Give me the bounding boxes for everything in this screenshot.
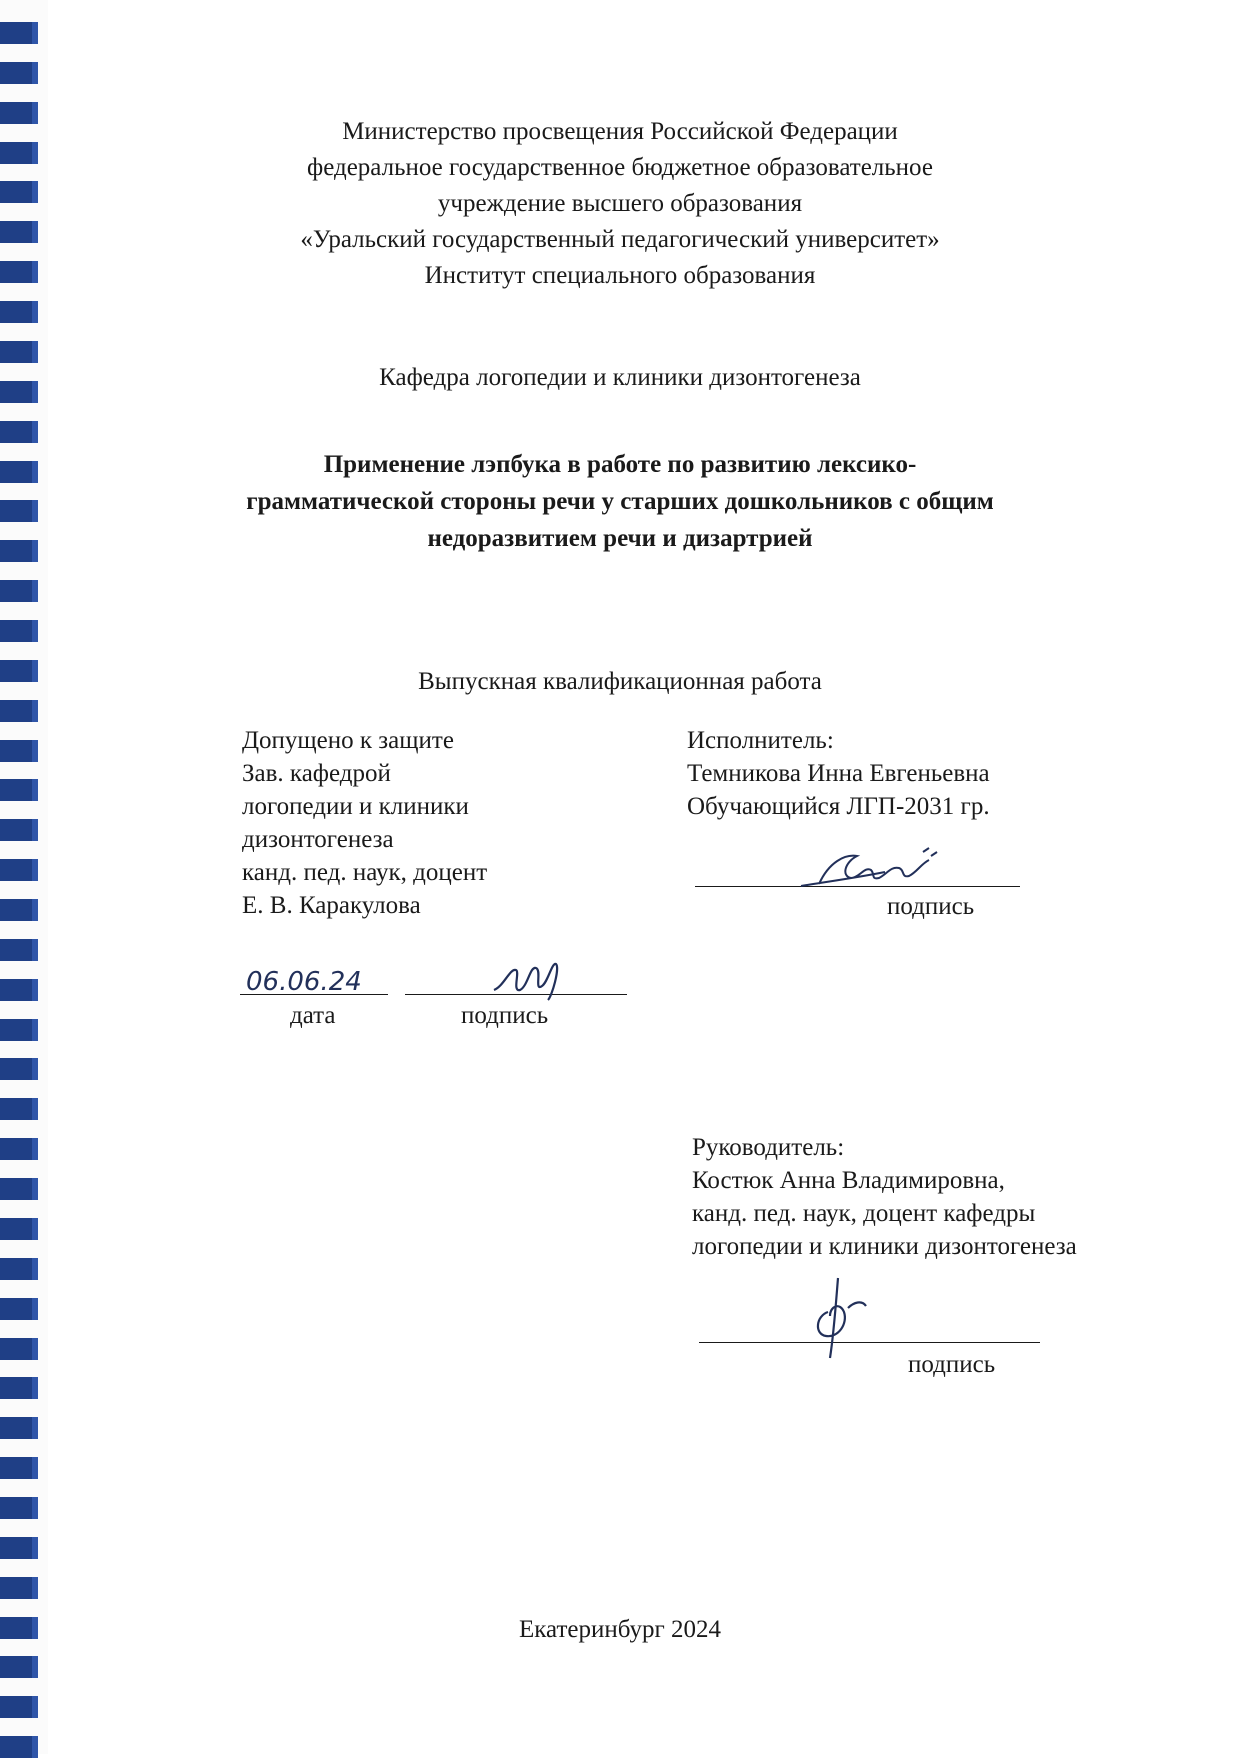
supervisor-signature xyxy=(808,1272,878,1362)
thesis-title xyxy=(0,446,1240,557)
approval-line: дизонтогенеза xyxy=(242,826,394,853)
university-name-line: «Уральский государственный педагогический университет» xyxy=(300,226,940,253)
executor-signature xyxy=(795,842,945,898)
binding-ring xyxy=(0,580,38,602)
approval-line: Е. В. Каракулова xyxy=(242,892,421,919)
binding-ring xyxy=(0,859,38,881)
binding-ring xyxy=(0,1019,38,1041)
supervisor-signature-label: подпись xyxy=(908,1351,996,1378)
work-type: Выпускная квалификационная работа xyxy=(418,668,822,695)
binding-ring xyxy=(0,1377,38,1399)
binding-ring xyxy=(0,1058,38,1080)
supervisor-line: канд. пед. наук, доцент кафедры xyxy=(692,1200,1036,1227)
executor-signature-label: подпись xyxy=(887,893,975,920)
ministry-line: Министерство просвещения Российской Федерации xyxy=(342,118,898,145)
executor-line: Исполнитель: xyxy=(687,727,834,754)
supervisor-line: логопедии и клиники дизонтогенеза xyxy=(692,1233,1077,1260)
approval-line: логопедии и клиники xyxy=(242,793,469,820)
binding-ring xyxy=(0,301,38,323)
binding-ring xyxy=(0,1457,38,1479)
binding-ring xyxy=(0,1577,38,1599)
binding-ring xyxy=(0,1656,38,1678)
date-line xyxy=(240,994,388,995)
supervisor-block xyxy=(692,1131,1162,1263)
binding-ring xyxy=(0,979,38,1001)
city-year: Екатеринбург 2024 xyxy=(518,1616,722,1643)
binding-ring xyxy=(0,1736,38,1758)
binding-ring xyxy=(0,1298,38,1320)
binding-ring xyxy=(0,939,38,961)
binding-ring xyxy=(0,1098,38,1120)
binding-ring xyxy=(0,779,38,801)
head-signature xyxy=(490,956,570,1002)
date-label: дата xyxy=(290,1002,336,1029)
binding-ring xyxy=(0,1497,38,1519)
binding-ring xyxy=(0,620,38,642)
approval-line: канд. пед. наук, доцент xyxy=(242,859,488,886)
binding-ring xyxy=(0,1696,38,1718)
binding-ring xyxy=(0,1178,38,1200)
institution-level-line: учреждение высшего образования xyxy=(437,190,803,217)
binding-ring xyxy=(0,1218,38,1240)
thesis-title-line-3: недоразвитием речи и дизартрией xyxy=(427,525,813,552)
binding-ring xyxy=(0,1258,38,1280)
supervisor-line: Костюк Анна Владимировна, xyxy=(692,1167,1005,1194)
approval-line: Зав. кафедрой xyxy=(242,760,391,787)
thesis-title-line-1: Применение лэпбука в работе по развитию лексико- xyxy=(323,451,917,478)
executor-block xyxy=(687,724,1107,823)
binding-ring xyxy=(0,899,38,921)
binding-ring xyxy=(0,700,38,722)
binding-ring xyxy=(0,740,38,762)
institution-type-line: федеральное государственное бюджетное образовательное xyxy=(307,154,933,181)
binding-ring xyxy=(0,22,38,44)
approval-block xyxy=(242,724,602,922)
binding-ring xyxy=(0,1537,38,1559)
thesis-title-line-2: грамматической стороны речи у старших дошкольников с общим xyxy=(246,488,994,515)
executor-line: Темникова Инна Евгеньевна xyxy=(687,760,990,787)
binding-ring xyxy=(0,62,38,84)
binding-ring xyxy=(0,1138,38,1160)
supervisor-line: Руководитель: xyxy=(692,1134,845,1161)
binding-ring xyxy=(0,1338,38,1360)
binding-ring xyxy=(0,1417,38,1439)
binding-ring xyxy=(0,421,38,443)
handwritten-date: 06.06.24 xyxy=(246,967,362,997)
department-name: Кафедра логопедии и клиники дизонтогенеза xyxy=(379,364,861,391)
executor-line: Обучающийся ЛГП-2031 гр. xyxy=(687,793,990,820)
institution-header xyxy=(0,114,1240,294)
institute-line: Институт специального образования xyxy=(424,262,816,289)
binding-ring xyxy=(0,819,38,841)
head-signature-label: подпись xyxy=(461,1002,549,1029)
approval-line: Допущено к защите xyxy=(242,727,454,754)
